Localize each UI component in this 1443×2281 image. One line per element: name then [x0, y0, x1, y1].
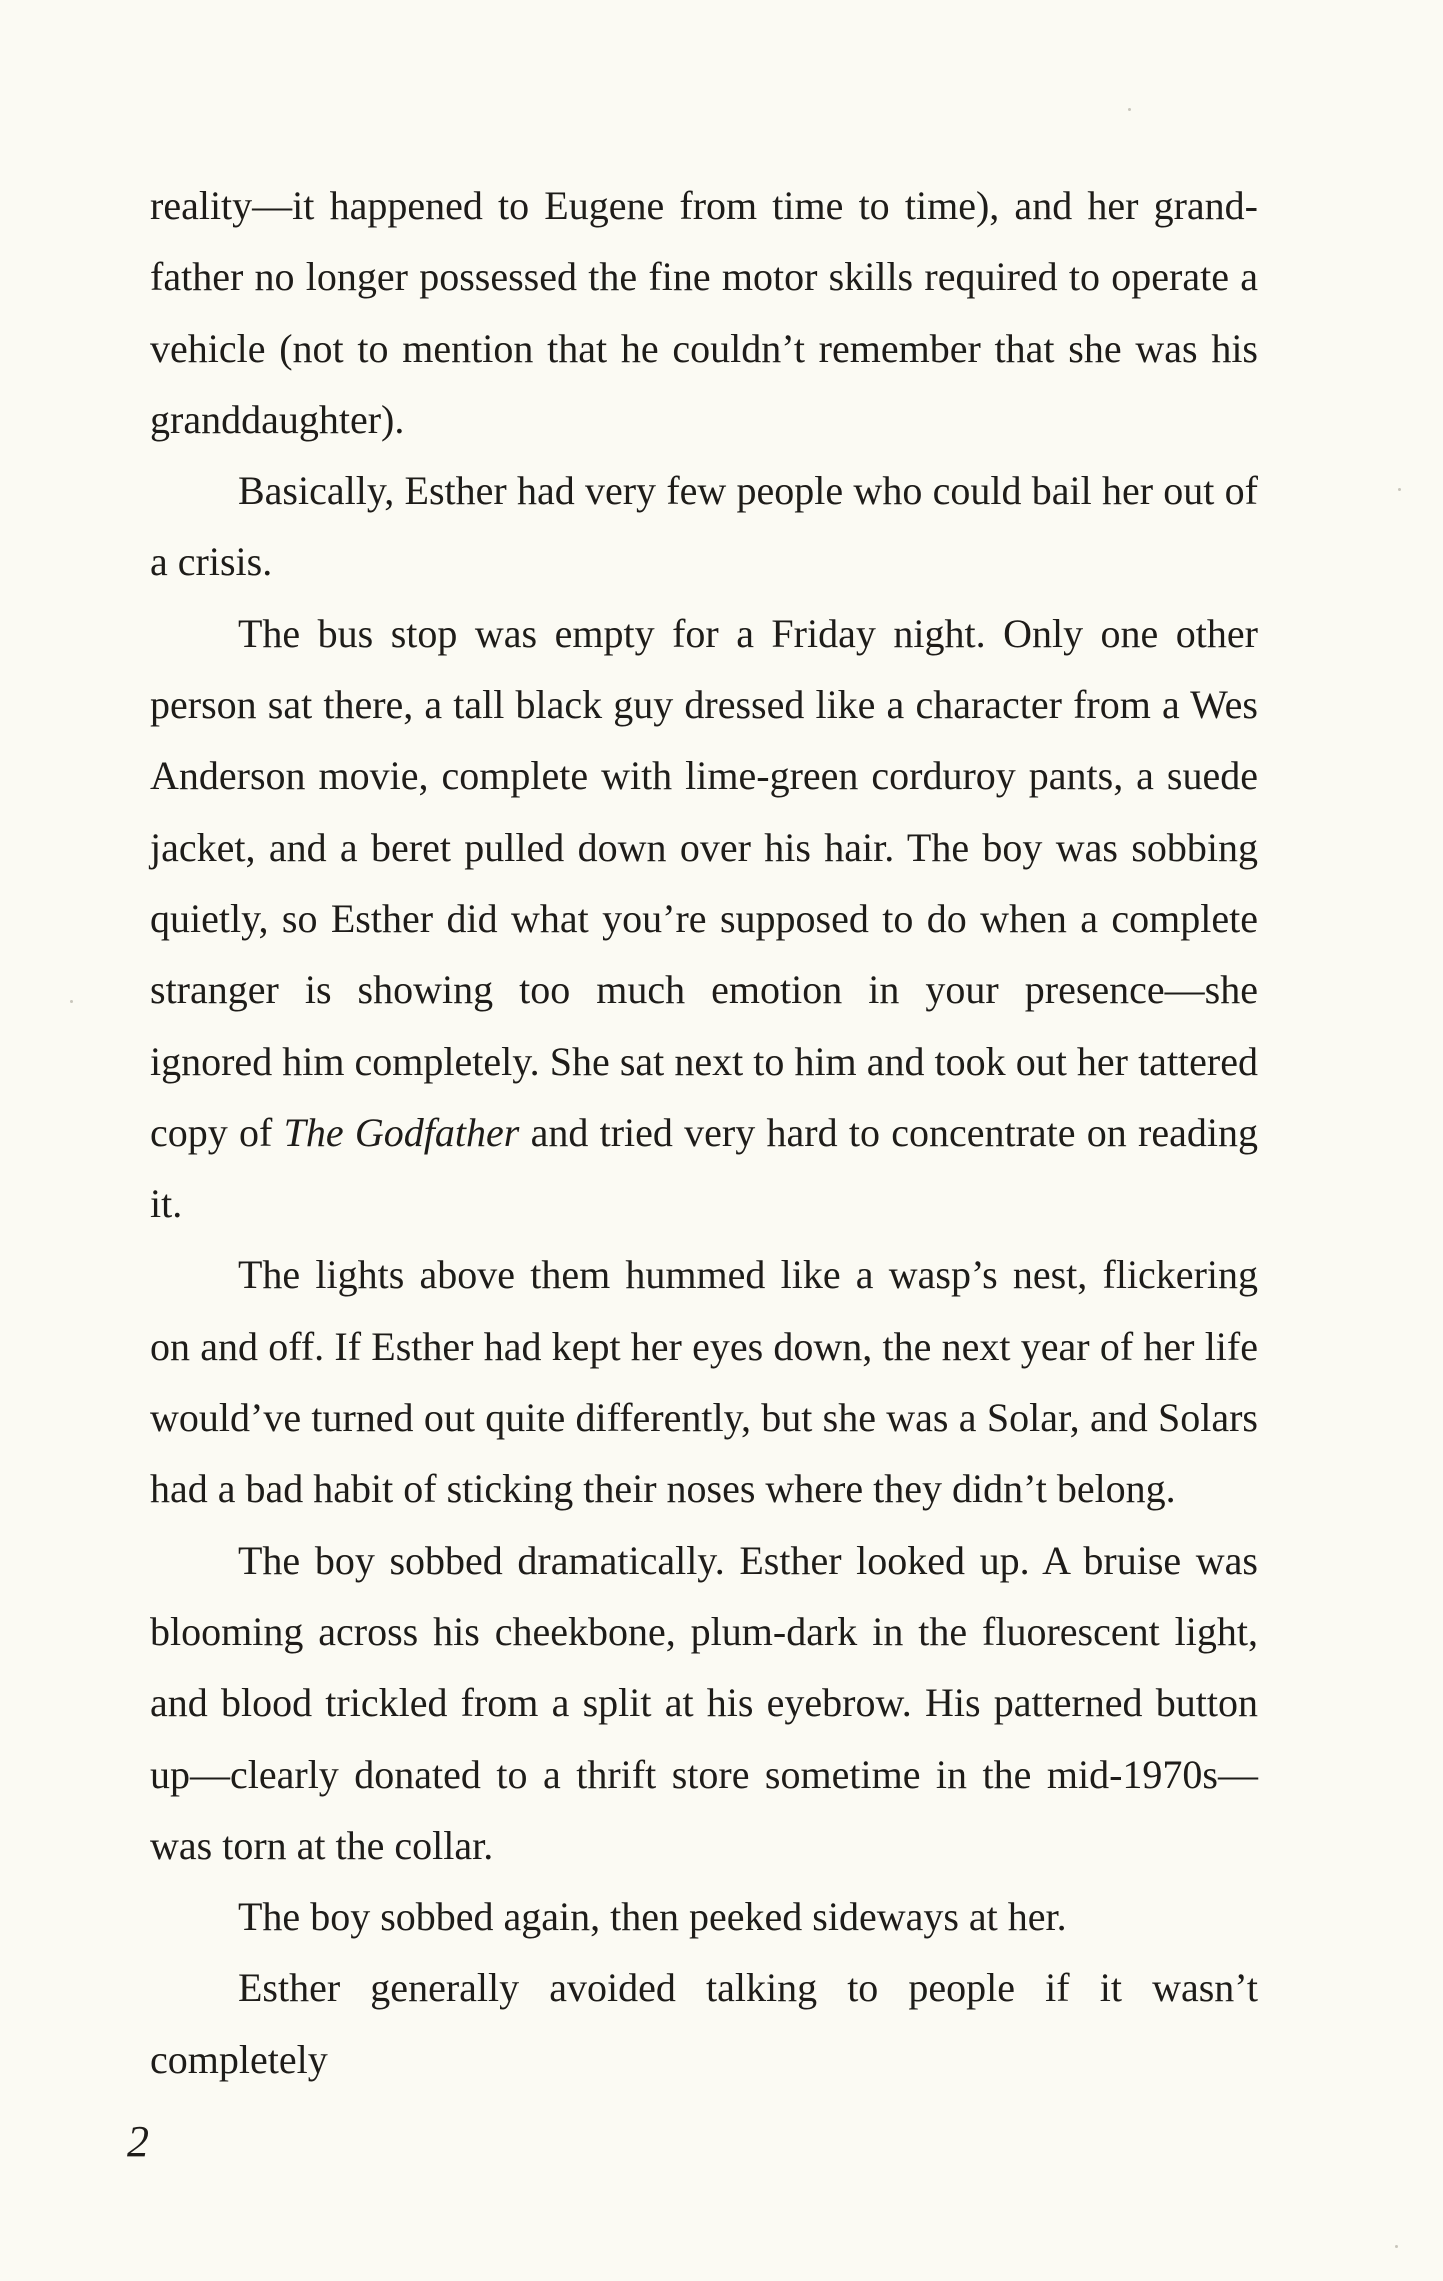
paragraph-2-text: Basically, Esther had very few people who could bail her out of a crisis.	[150, 468, 1258, 585]
paper-speck	[70, 1000, 73, 1003]
book-title-godfather: The Godfather	[283, 1109, 520, 1155]
paper-speck	[1398, 488, 1401, 491]
body-text	[150, 170, 1258, 2095]
paragraph-1-text: reality—it happened to Eugene from time to time), and her grand-father no longer possessed the fine motor skills required to operate a vehicle (not to mention that he couldn’t remember that she was his granddaughter).	[150, 183, 1258, 442]
paragraph-3-text-b: and tried very hard to concentrate on reading it.	[150, 1109, 1259, 1227]
paragraph-5-text: The boy sobbed dramatically. Esther looked up. A bruise was blooming across his cheekbone, plum-dark in the fluorescent light, and blood trickled from a split at his eyebrow. His patterned button up—clearly donated to a thrift store sometime in the mid-1970s—was torn at the collar.	[150, 1537, 1258, 1868]
paragraph-2	[150, 455, 1258, 598]
paragraph-1	[150, 170, 1258, 455]
paper-speck	[1128, 108, 1131, 111]
paragraph-6-text: The boy sobbed again, then peeked sideways at her.	[238, 1894, 1067, 1940]
page-number: 2	[127, 2117, 149, 2166]
paragraph-4-text: The lights above them hummed like a wasp’s nest, flickering on and off. If Esther had kept her eyes down, the next year of her life would’ve turned out quite differently, but she was a Solar, and Solars had a bad habit of sticking their noses where they didn’t belong.	[150, 1252, 1258, 1512]
paragraph-3	[150, 598, 1258, 1240]
paragraph-4	[150, 1239, 1258, 1524]
paper-speck	[1395, 2245, 1398, 2248]
paragraph-7-text: Esther generally avoided talking to people if it wasn’t completely	[150, 1965, 1258, 2082]
paragraph-7	[150, 1952, 1258, 2095]
paragraph-6	[150, 1881, 1258, 1952]
paragraph-5	[150, 1525, 1258, 1881]
paragraph-3-text-a: The bus stop was empty for a Friday night. Only one other person sat there, a tall black guy dressed like a character from a Wes Anderson movie, complete with lime-green corduroy pants, a suede jacket, and a beret pulled down over his hair. The boy was sobbing quietly, so Esther did what you’re supposed to do when a complete stranger is showing too much emotion in your presence—she ignored him completely. She sat next to him and took out her tattered copy of	[150, 610, 1258, 1155]
